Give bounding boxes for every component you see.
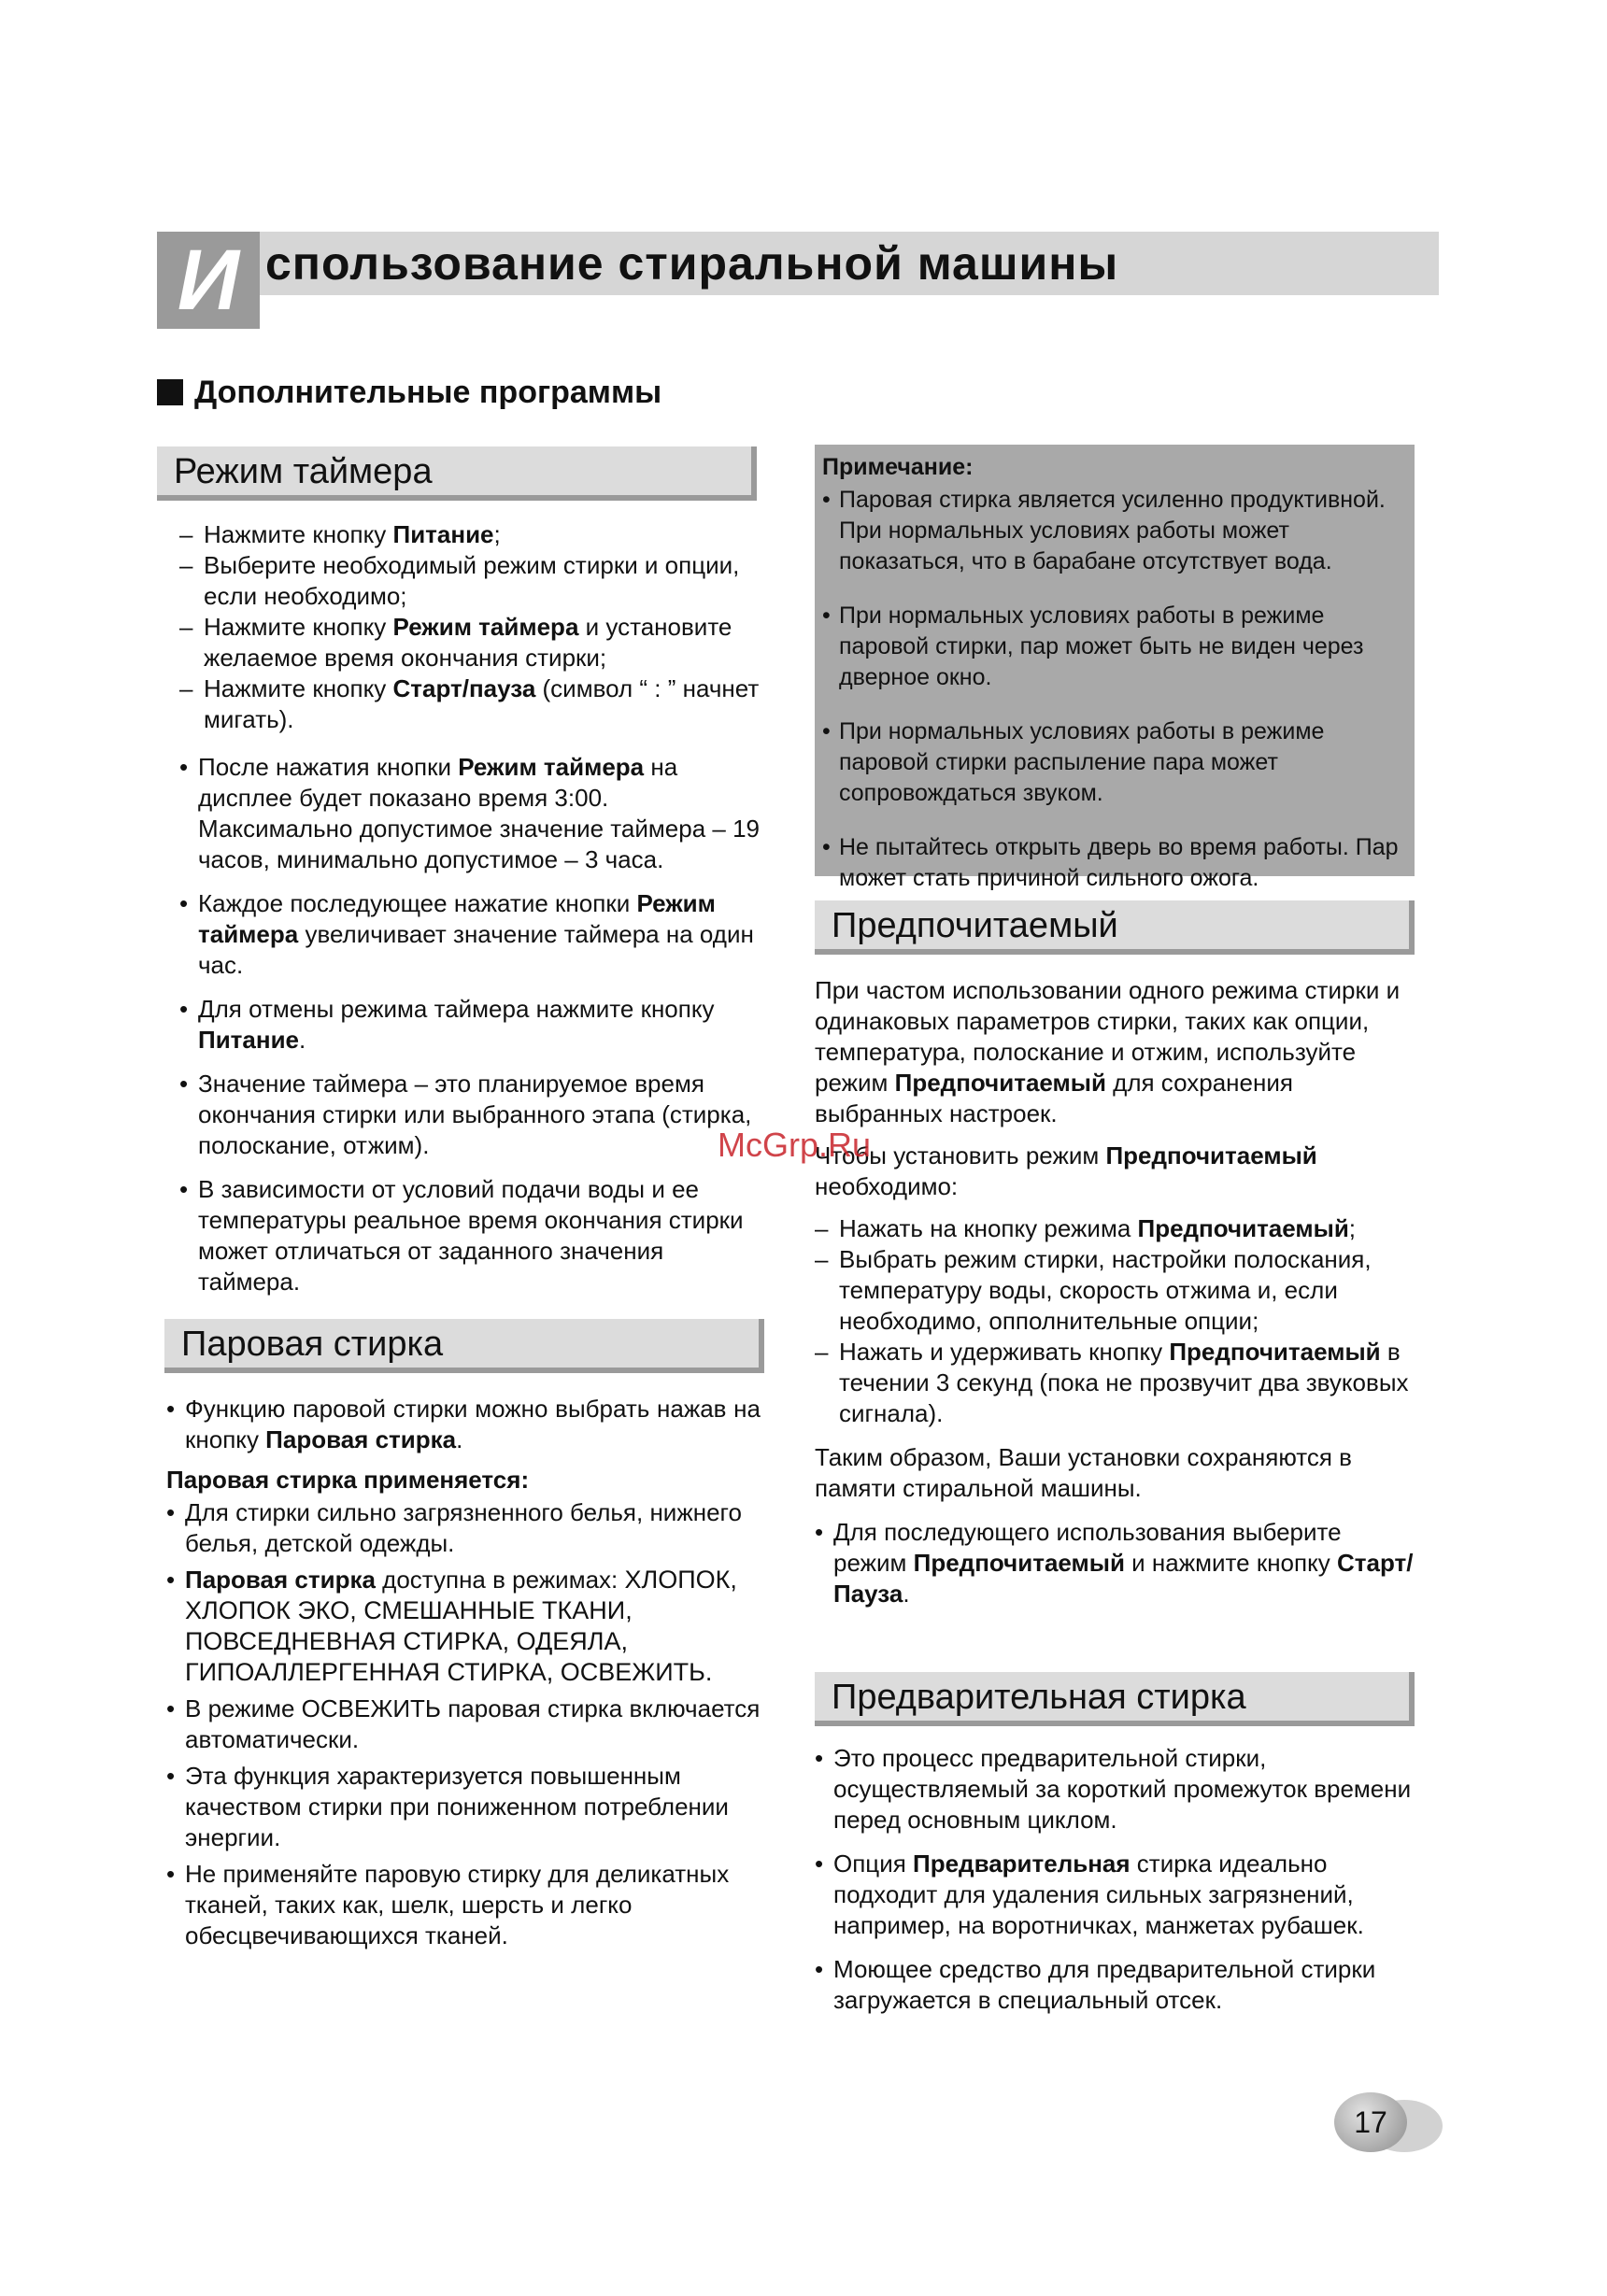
prewash-bullet-3: • Моющее средство для предварительной стирки загружается в специальный отсек.	[815, 1954, 1420, 2016]
timer-bullet-2: • Каждое последующее нажатие кнопки Режим таймера увеличивает значение таймера на один час.	[179, 888, 761, 981]
note-item-2: • При нормальных условиях работы в режиме паровой стирки, пар может быть не виден через дверное окно.	[822, 601, 1405, 693]
favorite-paragraph-3: Таким образом, Ваши установки сохраняются в памяти стиральной машины.	[815, 1443, 1352, 1502]
favorite-content	[815, 975, 1420, 1609]
timer-header-text: Режим таймера	[174, 452, 433, 491]
favorite-header	[815, 900, 1415, 955]
steam-header-text: Паровая стирка	[181, 1325, 444, 1364]
prewash-header-text: Предварительная стирка	[832, 1678, 1246, 1717]
prewash-bullet-1: • Это процесс предварительной стирки, осуществляемый за короткий промежуток времени перед основным циклом.	[815, 1743, 1420, 1835]
watermark: McGrp.Ru	[718, 1126, 872, 1164]
favorite-step-3: – Нажать и удерживать кнопку Предпочитаемый в течении 3 секунд (пока не прозвучит два звуковых сигнала).	[815, 1337, 1420, 1429]
note-title: Примечание:	[822, 454, 974, 480]
note-item-1: • Паровая стирка является усиленно продуктивной. При нормальных условиях работы может показаться, что в барабане отсутствует вода.	[822, 485, 1405, 577]
timer-bullet-5: • В зависимости от условий подачи воды и ее температуры реальное время окончания стирки может отличаться от заданного значения таймера.	[179, 1174, 761, 1297]
timer-step-4: – Нажмите кнопку Старт/пауза (символ “ : ” начнет мигать).	[179, 673, 761, 735]
favorite-paragraph-1: При частом использовании одного режима стирки и одинаковых параметров стирки, таких как опции, температура, полоскание и отжим, используйте режим Предпочитаемый для сохранения выбранных настроек.	[815, 976, 1401, 1127]
timer-step-2: – Выберите необходимый режим стирки и опции, если необходимо;	[179, 550, 761, 612]
timer-bullet-3: • Для отмены режима таймера нажмите кнопку Питание.	[179, 994, 761, 1056]
page-title: спользование стиральной машины	[265, 237, 1119, 290]
section-heading	[157, 372, 661, 413]
steam-header	[164, 1319, 764, 1373]
steam-bullet-2: • Паровая стирка доступна в режимах: ХЛОПОК, ХЛОПОК ЭКО, СМЕШАННЫЕ ТКАНИ, ПОВСЕДНЕВНАЯ СТИРКА, ОДЕЯЛА, ГИПОАЛЛЕРГЕННАЯ СТИРКА, ОСВЕЖИТЬ.	[166, 1565, 761, 1688]
timer-bullet-4: • Значение таймера – это планируемое время окончания стирки или выбранного этапа (стирка, полоскание, отжим).	[179, 1069, 761, 1161]
steam-bullet-4: • Эта функция характеризуется повышенным качеством стирки при пониженном потреблении энергии.	[166, 1761, 761, 1853]
favorite-bullet-1: • Для последующего использования выберите режим Предпочитаемый и нажмите кнопку Старт/Пауза.	[815, 1517, 1420, 1609]
timer-header	[157, 446, 757, 501]
prewash-bullet-2: • Опция Предварительная стирка идеально подходит для удаления сильных загрязнений, например, на воротничках, манжетах рубашек.	[815, 1849, 1420, 1941]
prewash-content	[815, 1743, 1420, 2016]
timer-step-3: – Нажмите кнопку Режим таймера и установите желаемое время окончания стирки;	[179, 612, 761, 673]
section-heading-text: Дополнительные программы	[194, 375, 662, 410]
title-initial-letter: И	[157, 232, 260, 329]
note-item-3: • При нормальных условиях работы в режиме паровой стирки распыление пара может сопровождаться звуком.	[822, 716, 1405, 809]
steam-content	[166, 1394, 761, 1951]
steam-bullet-3: • В режиме ОСВЕЖИТЬ паровая стирка включается автоматически.	[166, 1694, 761, 1755]
prewash-header	[815, 1672, 1415, 1726]
favorite-step-2: – Выбрать режим стирки, настройки полоскания, температуру воды, скорость отжима и, если необходимо, опполнительные опции;	[815, 1244, 1420, 1337]
square-bullet-icon	[157, 379, 183, 405]
timer-step-1: – Нажмите кнопку Питание;	[179, 519, 761, 550]
steam-applies-label: Паровая стирка применяется:	[166, 1466, 530, 1494]
favorite-step-1: – Нажать на кнопку режима Предпочитаемый;	[815, 1213, 1420, 1244]
steam-bullet-1: • Для стирки сильно загрязненного белья, нижнего белья, детской одежды.	[166, 1497, 761, 1559]
steam-intro: • Функцию паровой стирки можно выбрать нажав на кнопку Паровая стирка.	[166, 1394, 761, 1455]
favorite-header-text: Предпочитаемый	[832, 906, 1118, 945]
note-item-4: • Не пытайтесь открыть дверь во время работы. Пар может стать причиной сильного ожога.	[822, 832, 1405, 894]
timer-content	[179, 519, 761, 1297]
steam-bullet-5: • Не применяйте паровую стирку для деликатных тканей, таких как, шелк, шерсть и легко обесцвечивающихся тканей.	[166, 1859, 761, 1951]
timer-bullet-1: • После нажатия кнопки Режим таймера на дисплее будет показано время 3:00. Максимально допустимое значение таймера – 19 часов, минимально допустимое – 3 часа.	[179, 752, 761, 875]
note-box	[815, 445, 1415, 891]
favorite-paragraph-2: Чтобы установить режим Предпочитаемый необходимо:	[815, 1141, 1317, 1200]
page-number: 17	[1334, 2092, 1407, 2152]
